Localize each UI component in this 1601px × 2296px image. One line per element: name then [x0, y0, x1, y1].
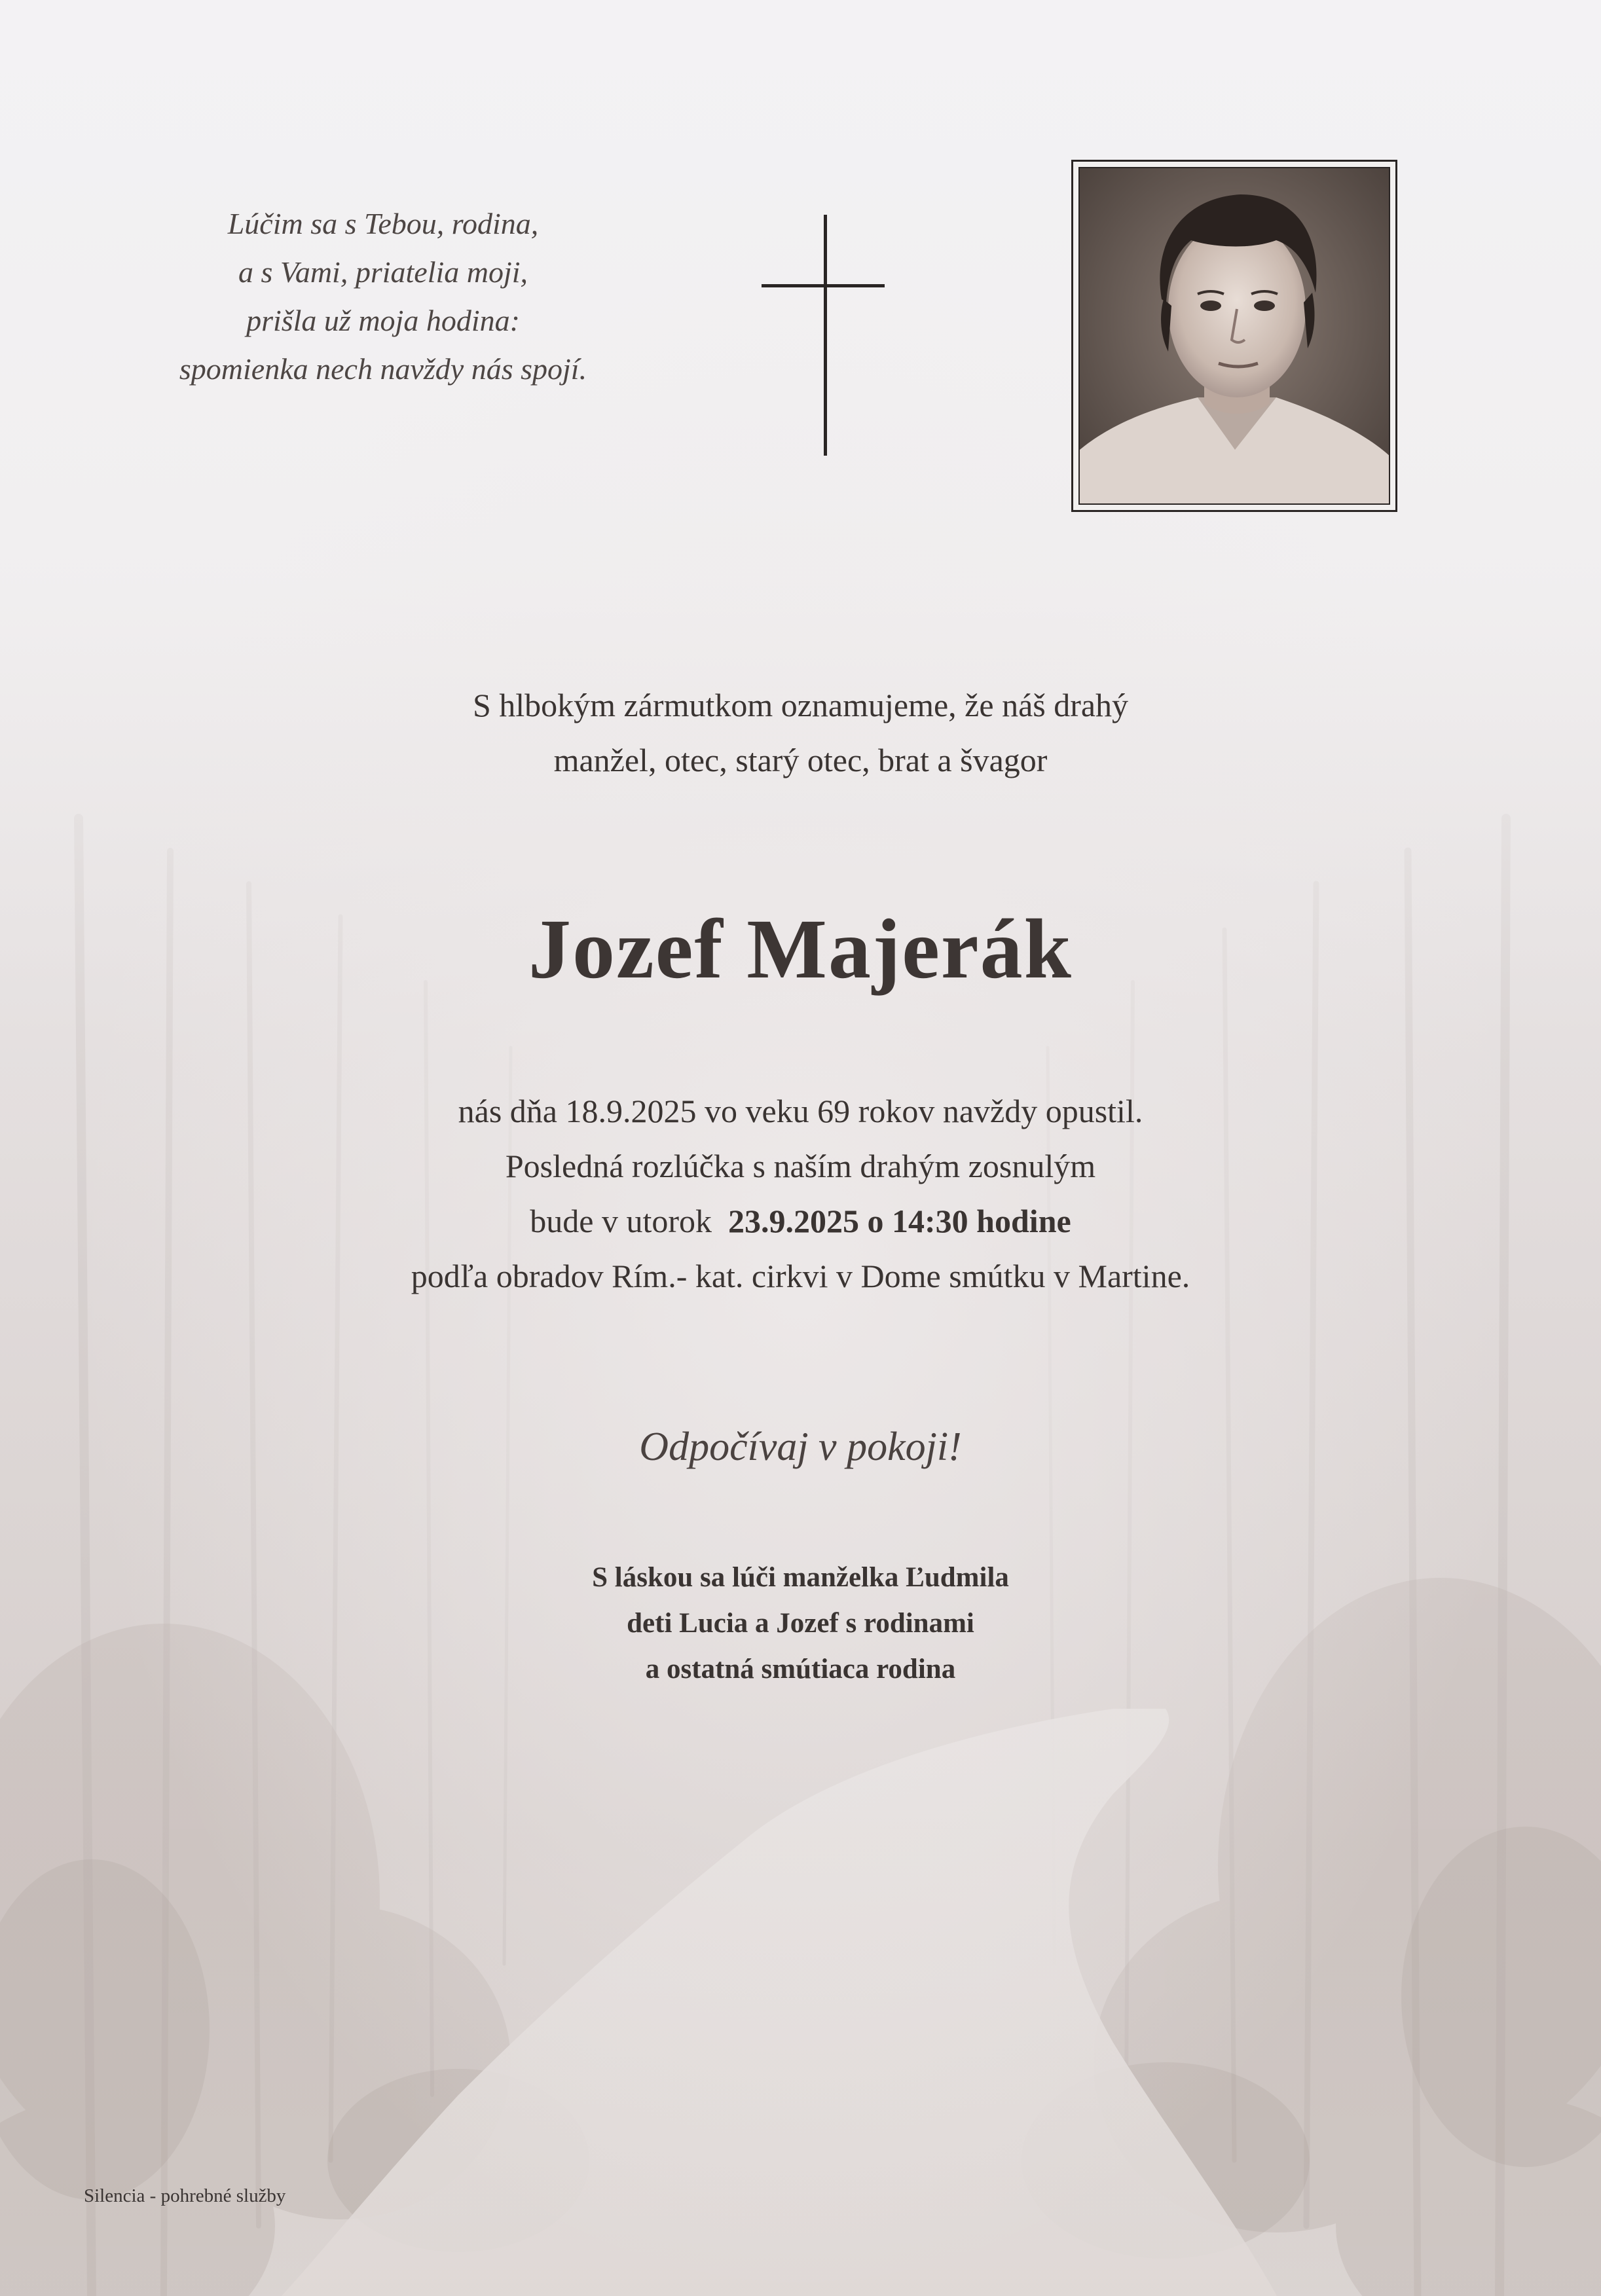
details-line: Posledná rozlúčka s naším drahým zosnulým [505, 1148, 1096, 1184]
family-line: deti Lucia a Jozef s rodinami [627, 1608, 974, 1639]
farewell-poem [105, 200, 661, 393]
details-line: nás dňa 18.9.2025 vo veku 69 rokov navždy opustil. [458, 1093, 1143, 1129]
details-line: podľa obradov Rím.- kat. cirkvi v Dome smútku v Martine. [411, 1258, 1190, 1294]
announcement-text [0, 678, 1601, 788]
details-line-prefix: bude v utorok [530, 1203, 712, 1239]
funeral-details [0, 1084, 1601, 1303]
family-line: S láskou sa lúči manželka Ľudmila [592, 1562, 1009, 1593]
funeral-date-time: 23.9.2025 o 14:30 hodine [728, 1203, 1071, 1239]
family-line: a ostatná smútiaca rodina [645, 1654, 956, 1685]
family-signature [0, 1555, 1601, 1692]
poem-line: spomienka nech navždy nás spojí. [179, 352, 587, 386]
details-line-datetime [0, 1194, 1601, 1248]
rest-in-peace: Odpočívaj v pokoji! [639, 1425, 962, 1469]
poem-line: a s Vami, priatelia moji, [238, 255, 528, 289]
portrait-photo-frame [1071, 160, 1397, 512]
portrait-photo [1078, 167, 1390, 505]
poem-line: prišla už moja hodina: [246, 304, 520, 337]
announcement-line: manžel, otec, starý otec, brat a švagor [553, 742, 1048, 778]
latin-cross-icon [762, 215, 893, 456]
poem-line: Lúčim sa s Tebou, rodina, [227, 207, 539, 240]
funeral-service-credit: Silencia - pohrebné služby [84, 2185, 286, 2206]
deceased-name: Jozef Majerák [528, 902, 1073, 996]
announcement-line: S hlbokým zármutkom oznamujeme, že náš drahý [472, 687, 1129, 723]
